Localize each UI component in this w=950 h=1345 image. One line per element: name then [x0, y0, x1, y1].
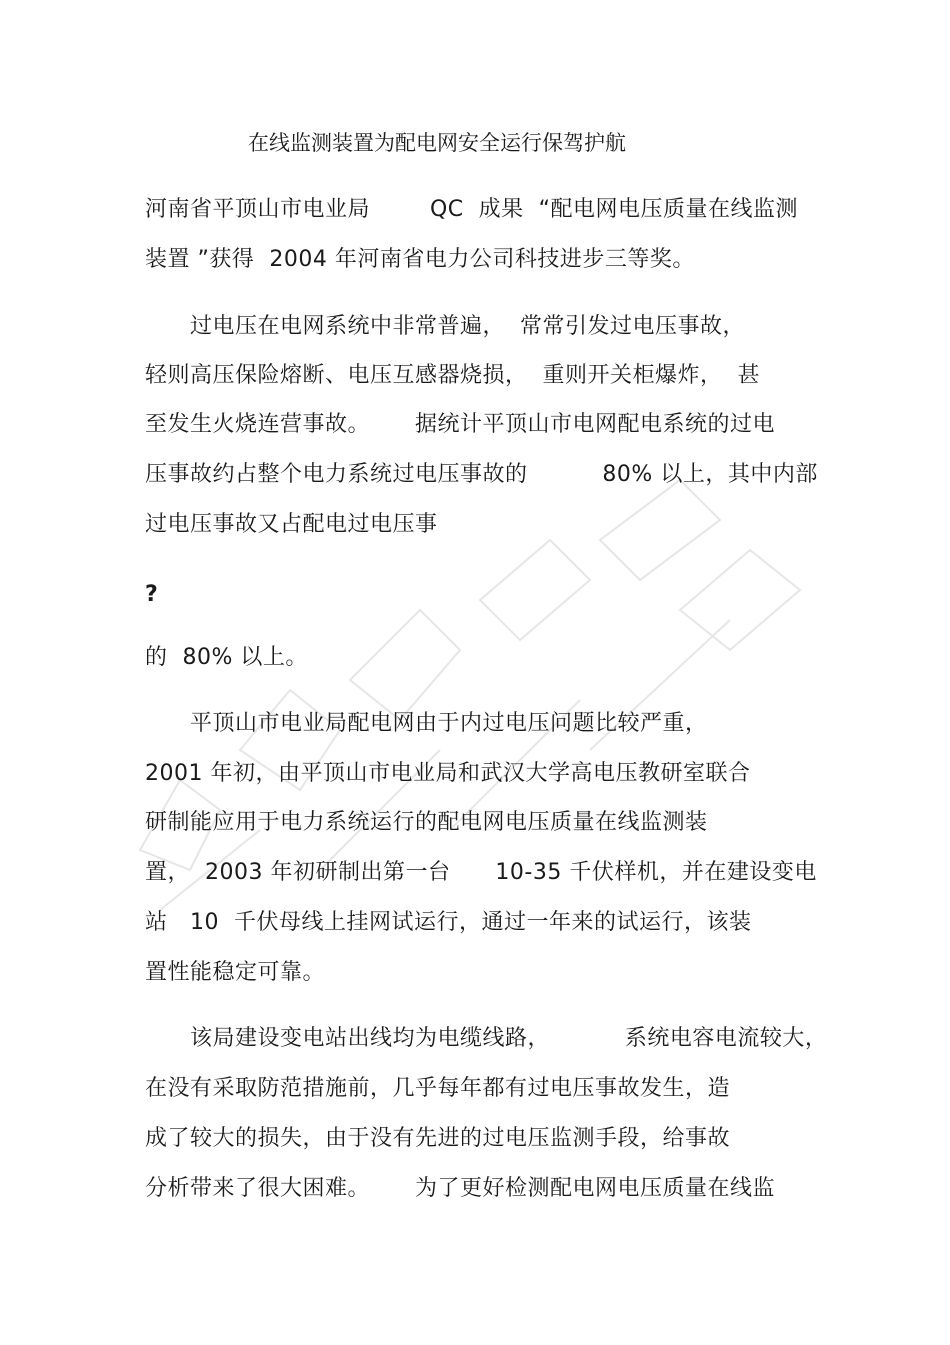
- paragraph-line: 站 10 千伏母线上挂网试运行，通过一年来的试运行，该装: [145, 910, 752, 935]
- paragraph-line: 压事故约占整个电力系统过电压事故的 80% 以上，其中内部: [145, 462, 818, 487]
- paragraph-line: 河南省平顶山市电业局 QC 成果 “配电网电压质量在线监测: [145, 197, 798, 222]
- paragraph-line: ?: [145, 582, 159, 607]
- paragraph-line: 过电压在电网系统中非常普遍， 常常引发过电压事故，: [145, 314, 745, 339]
- paragraph-line: 平顶山市电业局配电网由于内过电压问题比较严重，: [145, 711, 708, 736]
- paragraph-line: 置性能稳定可靠。: [145, 960, 326, 985]
- paragraph-line: 的 80% 以上。: [145, 645, 308, 670]
- paragraph-line: 装置 ”获得 2004 年河南省电力公司科技进步三等奖。: [145, 247, 695, 272]
- paragraph-line: 该局建设变电站出线均为电缆线路， 系统电容电流较大，: [145, 1026, 828, 1051]
- paragraph-line: 分析带来了很大困难。 为了更好检测配电网电压质量在线监: [145, 1176, 775, 1201]
- paragraph-line: 成了较大的损失，由于没有先进的过电压监测手段，给事故: [145, 1126, 731, 1151]
- paragraph-line: 置， 2003 年初研制出第一台 10-35 千伏样机，并在建设变电: [145, 860, 817, 885]
- paragraph-line: 2001 年初，由平顶山市电业局和武汉大学高电压教研室联合: [145, 761, 751, 786]
- paragraph-line: 过电压事故又占配电过电压事: [145, 512, 438, 537]
- paragraph-line: 至发生火烧连营事故。 据统计平顶山市电网配电系统的过电: [145, 412, 775, 437]
- paragraph-line: 轻则高压保险熔断、电压互感器烧损， 重则开关柜爆炸， 甚: [145, 363, 760, 388]
- document-title: 在线监测装置为配电网安全运行保驾护航: [248, 131, 626, 155]
- paragraph-line: 在没有采取防范措施前，几乎每年都有过电压事故发生，造: [145, 1076, 731, 1101]
- paragraph-line: 研制能应用于电力系统运行的配电网电压质量在线监测装: [145, 810, 708, 835]
